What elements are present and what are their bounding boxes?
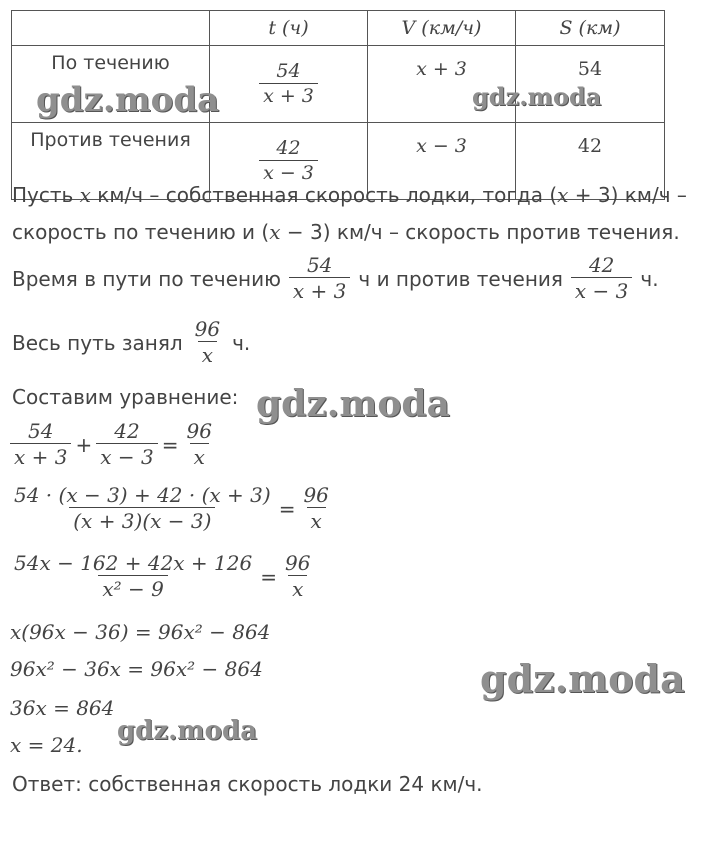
fraction-numerator: 96 xyxy=(285,551,311,575)
equation-4: x(96x − 36) = 96x² − 864 xyxy=(10,620,271,644)
text-line-2 xyxy=(12,220,680,244)
text-line-1 xyxy=(12,183,687,207)
operator: = xyxy=(161,432,179,457)
fraction-denominator: x xyxy=(190,443,209,469)
operator: = xyxy=(260,564,277,589)
fraction xyxy=(289,254,350,303)
fraction-numerator: 96 xyxy=(186,419,212,443)
header-empty xyxy=(12,11,210,46)
watermark: gdz.moda xyxy=(480,656,685,701)
fraction-numerator: 42 xyxy=(114,419,140,443)
watermark: gdz.moda xyxy=(472,82,602,111)
speed-cell: x − 3 xyxy=(368,123,516,200)
fraction-numerator: 96 xyxy=(194,317,221,341)
operator: + xyxy=(75,432,93,457)
row-label: Против течения xyxy=(12,123,210,200)
watermark: gdz.moda xyxy=(256,383,450,425)
fraction-denominator: x + 3 xyxy=(259,83,318,108)
fraction xyxy=(10,552,256,601)
fraction-denominator: x − 3 xyxy=(259,160,318,185)
fraction-numerator: 54 xyxy=(306,253,333,277)
equation-5: 96x² − 36x = 96x² − 864 xyxy=(10,657,263,681)
operator: = xyxy=(278,496,296,521)
watermark: gdz.moda xyxy=(36,80,220,120)
fraction xyxy=(10,420,71,469)
text-line-3 xyxy=(12,254,659,303)
text-span: км/ч – собственная скорость лодки, тогда ( xyxy=(90,183,558,207)
text-span: − 3) км/ч – скорость против течения. xyxy=(280,220,680,244)
fraction-numerator: 54x − 162 + 42x + 126 xyxy=(14,551,253,575)
fraction-denominator: x − 3 xyxy=(571,277,632,303)
equation-7: x = 24. xyxy=(10,733,83,757)
distance-cell: 42 xyxy=(516,123,665,200)
header-distance: S (км) xyxy=(516,11,665,46)
text-line-5: Составим уравнение: xyxy=(12,385,239,409)
fraction xyxy=(299,484,332,533)
fraction-denominator: x² − 9 xyxy=(98,575,168,601)
text-span: скорость по течению и ( xyxy=(12,220,270,244)
table-header-row xyxy=(12,11,665,46)
watermark: gdz.moda xyxy=(117,716,258,746)
equation-3 xyxy=(10,552,314,601)
text-span: + 3) км/ч – xyxy=(568,183,687,207)
equation-6: 36x = 864 xyxy=(10,696,115,720)
time-fraction xyxy=(259,138,318,185)
fraction-denominator: x xyxy=(288,575,307,601)
text-span: Время в пути по течению xyxy=(12,266,281,291)
fraction-numerator: 42 xyxy=(276,136,301,159)
time-fraction xyxy=(259,61,318,108)
row-label: По течению xyxy=(12,46,210,123)
text-span: ч. xyxy=(640,266,659,291)
fraction xyxy=(10,484,275,533)
fraction-numerator: 54 · (x − 3) + 42 · (x + 3) xyxy=(14,483,271,507)
fraction-denominator: (x + 3)(x − 3) xyxy=(69,507,215,533)
text-span: ч и против течения xyxy=(358,266,563,291)
fraction xyxy=(191,318,224,367)
distance-cell: 54 xyxy=(516,46,665,123)
fraction-numerator: 54 xyxy=(28,419,54,443)
fraction-denominator: x + 3 xyxy=(289,277,350,303)
fraction xyxy=(183,420,216,469)
var-x: x xyxy=(79,183,91,207)
fraction xyxy=(96,420,157,469)
text-span: Весь путь занял xyxy=(12,330,183,355)
text-line-4 xyxy=(12,318,250,367)
header-speed: V (км/ч) xyxy=(368,11,516,46)
text-span: ч. xyxy=(232,330,251,355)
equation-1 xyxy=(10,420,216,469)
fraction-denominator: x xyxy=(307,507,326,533)
var-x: x xyxy=(557,183,569,207)
speed-cell: x + 3 xyxy=(368,46,516,123)
fraction-numerator: 42 xyxy=(588,253,615,277)
text-span: Пусть xyxy=(12,183,80,207)
fraction-numerator: 96 xyxy=(303,483,329,507)
time-cell xyxy=(210,46,368,123)
var-x: x xyxy=(269,220,281,244)
answer-line: Ответ: собственная скорость лодки 24 км/ч. xyxy=(12,772,483,796)
fraction-numerator: 54 xyxy=(276,59,301,82)
fraction-denominator: x − 3 xyxy=(96,443,157,469)
fraction-denominator: x + 3 xyxy=(10,443,71,469)
equation-2 xyxy=(10,484,333,533)
fraction xyxy=(571,254,632,303)
fraction-denominator: x xyxy=(198,341,217,367)
fraction xyxy=(281,552,314,601)
header-time: t (ч) xyxy=(210,11,368,46)
